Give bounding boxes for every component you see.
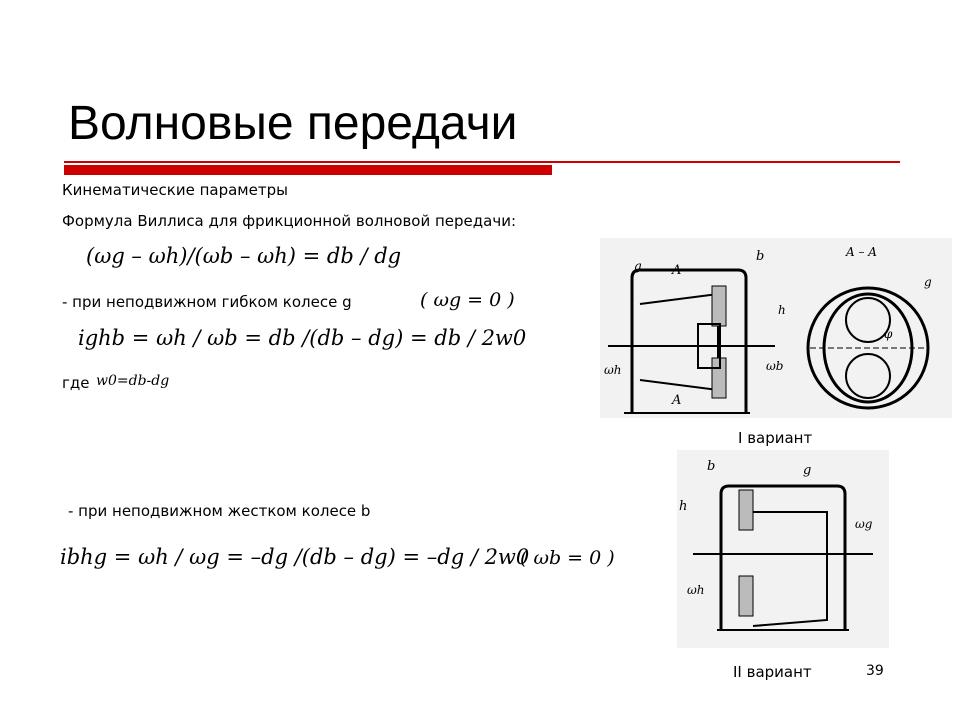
diagram2-label-omega-g: ωg <box>855 517 873 531</box>
teeth-upper <box>712 286 726 326</box>
diagram2-label-g: g <box>803 463 812 478</box>
formula-ratio-hg-condition: ( ωb = 0 ) <box>520 547 615 569</box>
title-rule-thin <box>64 161 900 163</box>
diagram1-label-phi: φ <box>884 327 893 341</box>
diagram2-label-b: b <box>707 459 716 474</box>
slide-title: Волновые передачи <box>68 97 518 150</box>
formula-willis: (ωg – ωh)/(ωb – ωh) = db / dg <box>86 244 402 268</box>
formula-ratio-hg: ibhg = ωh / ωg = –dg /(db – dg) = –dg / 2w0 <box>60 545 530 569</box>
diagram2-label-h: h <box>679 499 688 514</box>
diagram1-label-g-right: g <box>924 275 932 289</box>
diagram1-label-b: b <box>756 249 765 264</box>
diagram1-label-omega-h: ωh <box>604 363 622 377</box>
fixed-flex-label: - при неподвижном гибком колесе g <box>62 293 352 311</box>
title-rule-thick <box>64 165 552 175</box>
fixed-rigid-label: - при неподвижном жестком колесе b <box>68 502 371 520</box>
caption-variant-2: II вариант <box>733 663 812 681</box>
diagram-1-background <box>600 238 952 418</box>
diagram2-label-omega-h: ωh <box>687 583 705 597</box>
diagram1-label-A-top: A <box>672 263 682 278</box>
page-number: 39 <box>866 663 884 679</box>
diagram1-label-A-bottom: A <box>672 393 682 408</box>
caption-variant-1: I вариант <box>738 429 813 447</box>
where-formula: w0=db-dg <box>96 373 170 389</box>
diagram1-label-h: h <box>778 303 786 317</box>
formula-ratio-hb: ighb = ωh / ωb = db /(db – dg) = db / 2w0 <box>78 326 527 350</box>
teeth-upper-2 <box>739 490 753 530</box>
diagram-variant-2 <box>677 450 889 648</box>
diagram-variant-1 <box>600 238 952 418</box>
fixed-flex-condition: ( ωg = 0 ) <box>420 289 515 311</box>
diagram1-label-omega-b: ωb <box>766 359 784 373</box>
where-label: где <box>62 374 90 392</box>
willis-label: Формула Виллиса для фрикционной волновой передачи: <box>62 212 517 230</box>
teeth-lower-2 <box>739 576 753 616</box>
diagram-2-background <box>677 450 889 648</box>
diagram1-label-section: A – A <box>846 245 877 259</box>
subtitle: Кинематические параметры <box>62 181 288 199</box>
diagram1-label-g: g <box>634 259 642 273</box>
